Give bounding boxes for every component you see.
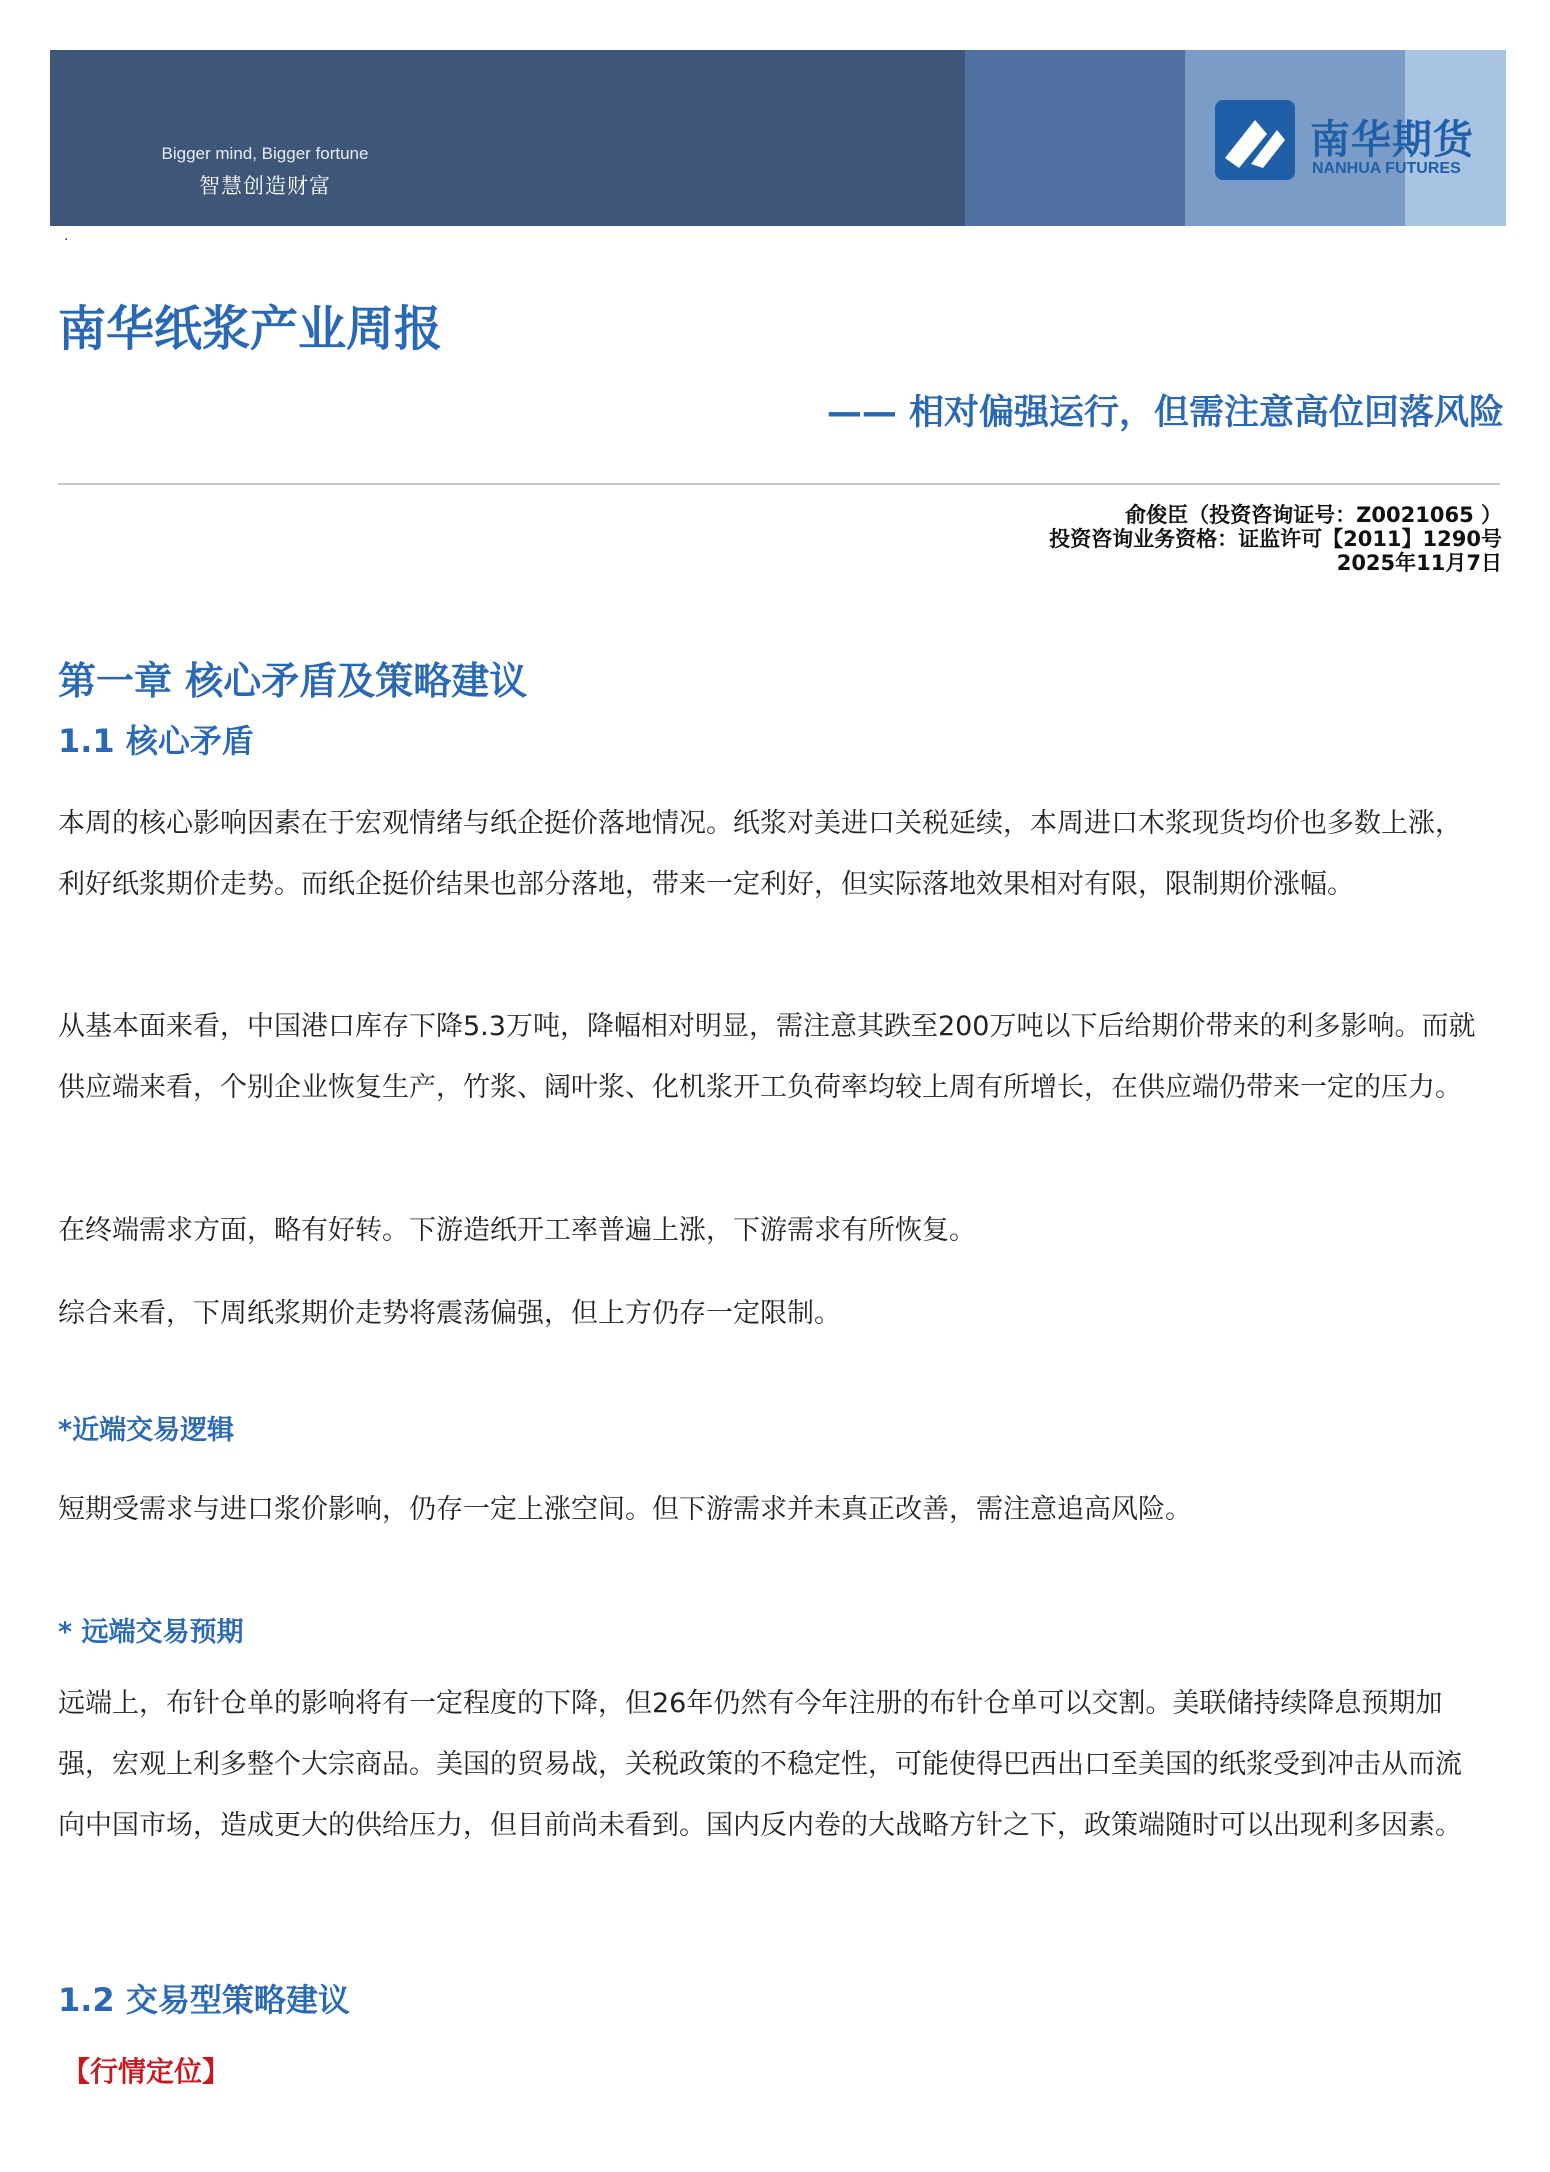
section-title-1-1: 1.1 核心矛盾 xyxy=(58,722,254,760)
nanhua-logo-icon xyxy=(1215,100,1295,180)
report-subtitle: —— 相对偏强运行，但需注意高位回落风险 xyxy=(826,393,1504,433)
author-block xyxy=(1049,503,1502,575)
report-title: 南华纸浆产业周报 xyxy=(58,301,443,357)
report-date: 2025年11月7日 xyxy=(1336,551,1502,575)
author-qualification: 投资咨询业务资格：证监许可【2011】1290号 xyxy=(1049,527,1502,551)
divider xyxy=(58,483,1500,485)
banner-band xyxy=(965,50,1185,226)
near-term-logic-title: *近端交易逻辑 xyxy=(58,1415,235,1446)
near-term-logic-text: 短期受需求与进口浆价影响，仍存一定上涨空间。但下游需求并未真正改善，需注意追高风险。 xyxy=(58,1494,1192,1525)
chapter-title: 第一章 核心矛盾及策略建议 xyxy=(58,659,528,703)
long-term-expectation-text: 远端上，布针仓单的影响将有一定程度的下降，但26年仍然有今年注册的布针仓单可以交割。美联储持续降息预期加强，宏观上利多整个大宗商品。美国的贸易战，关税政策的不稳定性，可能使得巴西出口至美国的纸浆受到冲击从而流向中国市场，造成更大的供给压力，但目前尚未看到。国内反内卷的大战略方针之下，政策端随时可以出现利多因素。 xyxy=(58,1688,1462,1841)
author-name-license: 俞俊臣（投资咨询证号：Z0021065 ） xyxy=(1125,503,1502,527)
paragraph-fundamentals: 从基本面来看，中国港口库存下降5.3万吨，降幅相对明显，需注意其跌至200万吨以下后给期价带来的利多影响。而就供应端来看，个别企业恢复生产，竹浆、阔叶浆、化机浆开工负荷率均较上周有所增长，在供应端仍带来一定的压力。 xyxy=(58,1011,1476,1103)
header-banner xyxy=(50,50,1506,226)
paragraph-summary: 综合来看，下周纸浆期价走势将震荡偏强，但上方仍存一定限制。 xyxy=(58,1298,841,1329)
long-term-expectation-title: * 远端交易预期 xyxy=(58,1617,244,1648)
logo-english-name: NANHUA FUTURES xyxy=(1312,160,1461,177)
section-title-1-2: 1.2 交易型策略建议 xyxy=(58,1981,350,2019)
slogan-chinese: 智慧创造财富 xyxy=(199,174,331,198)
logo-chinese-name: 南华期货 xyxy=(1310,117,1474,163)
market-positioning-tag: 【行情定位】 xyxy=(62,2055,231,2088)
slogan-english: Bigger mind, Bigger fortune xyxy=(161,144,369,163)
paragraph-core-factors: 本周的核心影响因素在于宏观情绪与纸企挺价落地情况。纸浆对美进口关税延续，本周进口木浆现货均价也多数上涨，利好纸浆期价走势。而纸企挺价结果也部分落地，带来一定利好，但实际落地效果相对有限，限制期价涨幅。 xyxy=(58,808,1462,900)
paragraph-demand: 在终端需求方面，略有好转。下游造纸开工率普遍上涨，下游需求有所恢复。 xyxy=(58,1215,976,1246)
page-marker: . xyxy=(64,228,69,244)
